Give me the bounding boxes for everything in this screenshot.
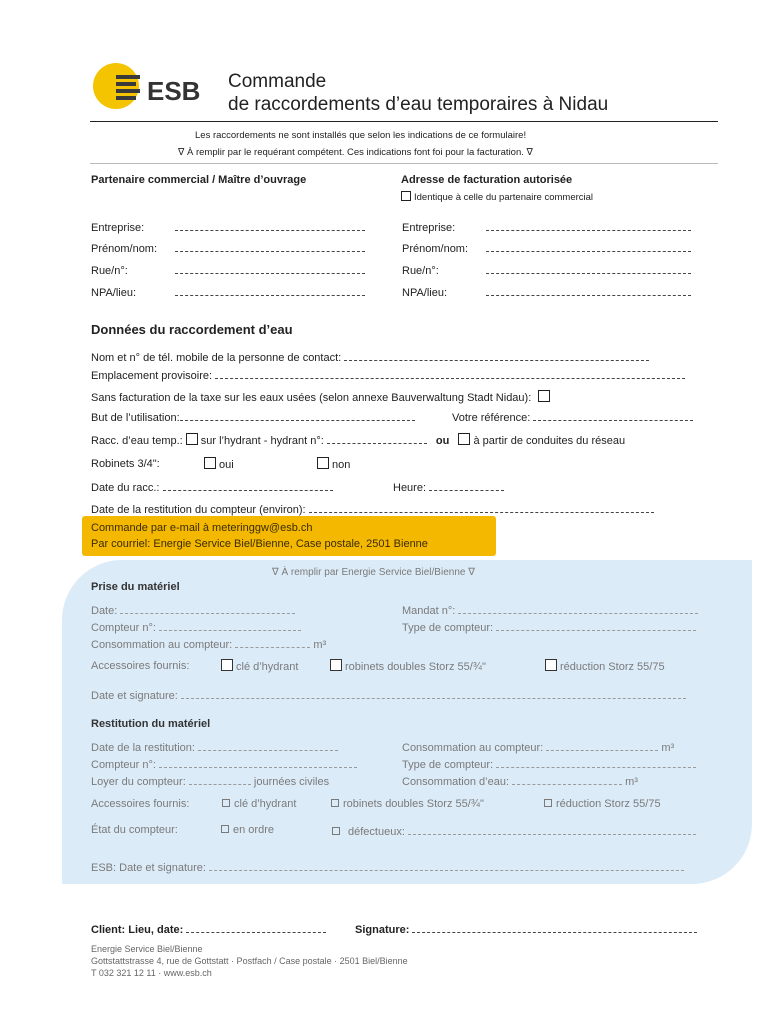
reference-field[interactable] xyxy=(452,410,693,424)
taps-yes-label: oui xyxy=(219,459,234,471)
billing-field-street[interactable] xyxy=(402,263,691,277)
return-acc-taps-checkbox[interactable] xyxy=(331,798,484,810)
time-field[interactable] xyxy=(393,480,504,494)
page-title-line2: de raccordements d’eau temporaires à Nidau xyxy=(228,94,609,115)
order-mail-line: Par courriel: Energie Service Biel/Bienne, Case postale, 2501 Bienne xyxy=(91,538,428,550)
order-email-line: Commande par e-mail à meteringgw@esb.ch xyxy=(91,522,313,534)
checkbox-icon[interactable] xyxy=(544,799,552,807)
header-divider xyxy=(90,121,718,122)
return-date-field[interactable] xyxy=(91,502,654,516)
field-label: Consommation d’eau: xyxy=(402,776,510,788)
note-fill-in: ∇ À remplir par le requérant compétent. Ces indications font foi pour la facturation. ∇ xyxy=(178,147,533,158)
return-accessories-label: Accessoires fournis: xyxy=(91,798,190,810)
field-label: Emplacement provisoire: xyxy=(91,370,213,382)
field-label: Entreprise: xyxy=(91,222,145,234)
field-label: Date du racc.: xyxy=(91,482,160,494)
field-label: Signature: xyxy=(355,924,410,936)
field-label: Consommation au compteur: xyxy=(91,639,233,651)
acc-key-label: clé d’hydrant xyxy=(236,661,299,673)
billing-field-zip[interactable] xyxy=(402,285,691,299)
unit-label: m³ xyxy=(625,776,638,788)
field-label: Prénom/nom: xyxy=(91,243,158,255)
checkbox-icon[interactable] xyxy=(330,659,342,671)
pickup-acc-key-checkbox[interactable] xyxy=(221,659,298,673)
field-label: Date de la restitution du compteur (environ): xyxy=(91,504,306,516)
racc-or-label: ou xyxy=(435,435,450,447)
footer-contact: T 032 321 12 11 · www.esb.ch xyxy=(91,968,212,978)
unit-label: m³ xyxy=(661,742,675,754)
return-rent-field[interactable] xyxy=(91,774,329,788)
checkbox-icon[interactable] xyxy=(221,659,233,671)
field-label: Rue/n°: xyxy=(91,265,128,277)
state-ok-label: en ordre xyxy=(233,824,274,836)
billing-field-name[interactable] xyxy=(402,241,691,255)
field-label: Date et signature: xyxy=(91,690,178,702)
racc-hydrant-label: sur l’hydrant - hydrant n°: xyxy=(200,435,324,447)
taps-no-label: non xyxy=(332,459,351,471)
field-label: Votre référence: xyxy=(452,412,531,424)
pickup-signature-field[interactable] xyxy=(91,688,686,702)
note-install: Les raccordements ne sont installés que selon les indications de ce formulaire! xyxy=(195,130,527,141)
checkbox-icon[interactable] xyxy=(332,827,340,835)
partner-field-company[interactable] xyxy=(91,220,365,234)
esb-signature-field[interactable] xyxy=(91,860,684,874)
field-label: Client: Lieu, date: xyxy=(91,924,184,936)
field-label: NPA/lieu: xyxy=(402,287,448,299)
field-label: Compteur n°: xyxy=(91,622,156,634)
billing-heading: Adresse de facturation autorisée xyxy=(401,174,573,186)
partner-field-street[interactable] xyxy=(91,263,365,277)
meter-state-ok-checkbox[interactable] xyxy=(221,824,274,836)
return-water-consumption-field[interactable] xyxy=(402,774,638,788)
field-label: Entreprise: xyxy=(402,222,456,234)
return-acc-reduction-checkbox[interactable] xyxy=(544,798,661,810)
footer-address: Gottstattstrasse 4, rue de Gottstatt · Postfach / Case postale · 2501 Biel/Bienne xyxy=(91,956,408,966)
pickup-accessories-label: Accessoires fournis: xyxy=(91,660,190,672)
meter-state-label: État du compteur: xyxy=(91,824,178,836)
partner-field-name[interactable] xyxy=(91,241,365,255)
connection-heading: Données du raccordement d’eau xyxy=(91,322,293,337)
return-acc-key-checkbox[interactable] xyxy=(222,798,296,810)
field-label: Mandat n°: xyxy=(402,605,456,617)
field-label: NPA/lieu: xyxy=(91,287,137,299)
purpose-field[interactable] xyxy=(91,410,415,424)
pickup-acc-reduction-checkbox[interactable] xyxy=(545,659,665,673)
checkbox-icon[interactable] xyxy=(221,825,229,833)
pickup-mandate-field[interactable] xyxy=(402,603,698,617)
taps-yes-checkbox[interactable] xyxy=(204,457,234,471)
checkbox-icon[interactable] xyxy=(458,433,470,445)
acc-reduction-label: réduction Storz 55/75 xyxy=(556,798,661,810)
return-consumption-field[interactable] xyxy=(402,740,674,754)
field-label: Prénom/nom: xyxy=(402,243,469,255)
partner-field-zip[interactable] xyxy=(91,285,365,299)
state-defect-label: défectueux: xyxy=(348,826,405,838)
field-label: Nom et n° de tél. mobile de la personne de contact: xyxy=(91,352,342,364)
acc-key-label: clé d’hydrant xyxy=(234,798,297,810)
client-signature-field[interactable] xyxy=(355,922,697,936)
return-meter-type-field[interactable] xyxy=(402,757,696,771)
pickup-consumption-field[interactable] xyxy=(91,637,326,651)
location-field[interactable] xyxy=(91,368,685,382)
days-label: journées civiles xyxy=(253,776,330,788)
partner-heading: Partenaire commercial / Maître d’ouvrage xyxy=(91,174,307,186)
checkbox-icon[interactable] xyxy=(186,433,198,445)
note-divider xyxy=(90,163,718,164)
billing-same-checkbox[interactable] xyxy=(401,191,593,203)
billing-same-label: Identique à celle du partenaire commercial xyxy=(414,192,594,203)
page-title-line1: Commande xyxy=(228,71,327,92)
return-meter-no-field[interactable] xyxy=(91,757,357,771)
pickup-acc-taps-checkbox[interactable] xyxy=(330,659,486,673)
checkbox-icon[interactable] xyxy=(538,390,550,402)
racc-network-label: à partir de conduites du réseau xyxy=(473,435,626,447)
field-label: But de l’utilisation: xyxy=(91,412,180,424)
contact-field[interactable] xyxy=(91,350,649,364)
checkbox-icon[interactable] xyxy=(545,659,557,671)
acc-taps-label: robinets doubles Storz 55/¾" xyxy=(343,798,484,810)
field-label: Compteur n°: xyxy=(91,759,156,771)
footer-company: Energie Service Biel/Bienne xyxy=(91,944,203,954)
field-label: Heure: xyxy=(393,482,427,494)
pickup-meter-type-field[interactable] xyxy=(402,620,696,634)
field-label: Date: xyxy=(91,605,118,617)
checkbox-icon[interactable] xyxy=(317,457,329,469)
checkbox-icon[interactable] xyxy=(204,457,216,469)
pickup-meter-no-field[interactable] xyxy=(91,620,301,634)
checkbox-icon[interactable] xyxy=(401,191,411,201)
racc-field[interactable] xyxy=(91,433,625,447)
field-label: Racc. d’eau temp.: xyxy=(91,435,183,447)
tax-field[interactable] xyxy=(91,390,553,404)
taps-no-checkbox[interactable] xyxy=(317,457,350,471)
field-label: Type de compteur: xyxy=(402,759,494,771)
pickup-date-field[interactable] xyxy=(91,603,295,617)
acc-reduction-label: réduction Storz 55/75 xyxy=(560,661,665,673)
meter-state-defect-checkbox[interactable] xyxy=(332,824,696,838)
unit-label: m³ xyxy=(313,639,327,651)
logo-text: ESB xyxy=(147,76,201,106)
billing-field-company[interactable] xyxy=(402,220,691,234)
checkbox-icon[interactable] xyxy=(331,799,339,807)
field-label: Date de la restitution: xyxy=(91,742,195,754)
return-heading: Restitution du matériel xyxy=(91,718,211,730)
field-label: Rue/n°: xyxy=(402,265,439,277)
esb-fill-note: ∇ À remplir par Energie Service Biel/Bienne ∇ xyxy=(272,567,475,578)
date-field[interactable] xyxy=(91,480,333,494)
field-label: ESB: Date et signature: xyxy=(91,862,206,874)
field-label: Consommation au compteur: xyxy=(402,742,544,754)
field-label: Sans facturation de la taxe sur les eaux usées (selon annexe Bauverwaltung Stadt Nidau): xyxy=(91,392,532,404)
return-date-esb-field[interactable] xyxy=(91,740,338,754)
taps-label: Robinets 3/4": xyxy=(91,458,160,470)
checkbox-icon[interactable] xyxy=(222,799,230,807)
acc-taps-label: robinets doubles Storz 55/¾" xyxy=(345,661,486,673)
field-label: Loyer du compteur: xyxy=(91,776,186,788)
field-label: Type de compteur: xyxy=(402,622,494,634)
client-place-date-field[interactable] xyxy=(91,922,326,936)
pickup-heading: Prise du matériel xyxy=(91,581,180,593)
